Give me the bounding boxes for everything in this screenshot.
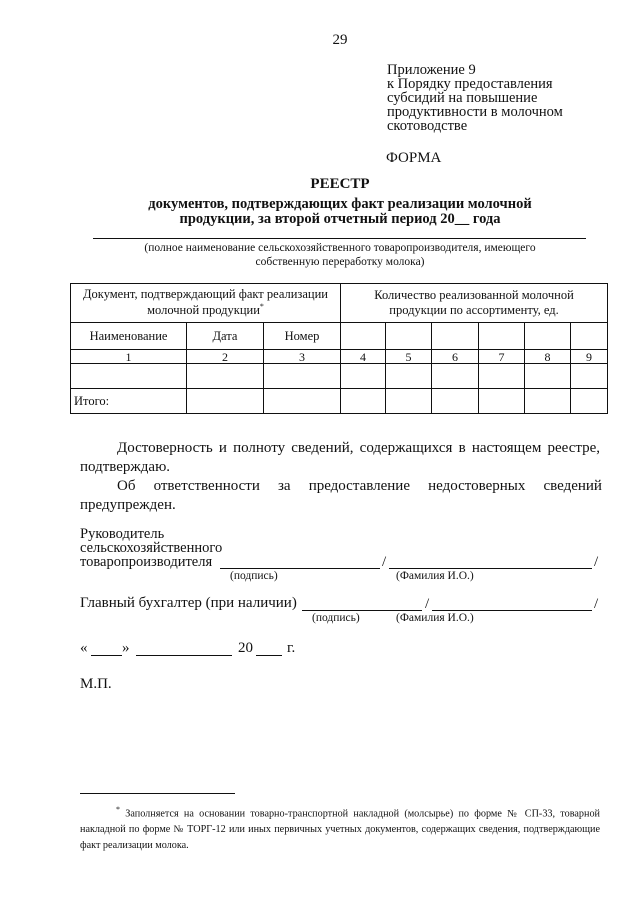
column-number: 9 bbox=[571, 350, 608, 364]
separator-slash: / bbox=[382, 554, 387, 570]
head-label-line: товаропроизводителя bbox=[80, 554, 213, 570]
date-year-line[interactable] bbox=[256, 655, 282, 656]
subtitle-line: документов, подтверждающих факт реализации молочной bbox=[148, 196, 532, 212]
table-cell[interactable] bbox=[432, 389, 479, 414]
table-cell[interactable] bbox=[479, 323, 525, 350]
header-document: Документ, подтверждающий факт реализации молочной продукции* bbox=[71, 284, 341, 323]
document-title: РЕЕСТР bbox=[310, 176, 370, 192]
table-cell[interactable] bbox=[341, 323, 386, 350]
header-quantity: Количество реализованной молочной продукции по ассортименту, ед. bbox=[341, 284, 608, 323]
table-cell[interactable] bbox=[71, 364, 187, 389]
table-cell[interactable] bbox=[571, 364, 608, 389]
total-row bbox=[71, 389, 608, 414]
word: ответственности bbox=[153, 478, 260, 494]
table-cell[interactable] bbox=[341, 389, 386, 414]
table-subheader-row bbox=[71, 323, 608, 350]
page-number: 29 bbox=[332, 32, 348, 48]
head-label-line: Руководитель bbox=[80, 526, 165, 542]
name-caption: (Фамилия И.О.) bbox=[396, 570, 474, 582]
table-cell[interactable] bbox=[187, 364, 264, 389]
caption-line: (полное наименование сельскохозяйственного товаропроизводителя, имеющего bbox=[144, 242, 536, 254]
table-cell[interactable] bbox=[525, 323, 571, 350]
responsibility-statement-end: предупрежден. bbox=[80, 497, 176, 513]
table-cell[interactable] bbox=[264, 364, 341, 389]
name-caption: (Фамилия И.О.) bbox=[396, 612, 474, 624]
appendix-line: продуктивности в молочном bbox=[387, 104, 563, 120]
document-subtitle bbox=[130, 197, 550, 227]
accountant-signature-line[interactable] bbox=[302, 610, 422, 611]
form-label: ФОРМА bbox=[386, 150, 442, 166]
signature-caption: (подпись) bbox=[312, 612, 360, 624]
footnote-text: Заполняется на основании товарно-транспортной накладной (молсырье) по форме № СП-33, товарной накладной по форме № ТОРГ-12 или иных первичных учетных документов, содержащих сведения, подтверждающие факт реализации молока. bbox=[80, 808, 601, 852]
header-name: Наименование bbox=[71, 323, 187, 350]
head-label bbox=[80, 527, 222, 569]
date-month-line[interactable] bbox=[136, 655, 232, 656]
table-cell[interactable] bbox=[525, 389, 571, 414]
column-number: 2 bbox=[187, 350, 264, 364]
table-cell[interactable] bbox=[341, 364, 386, 389]
table-cell[interactable] bbox=[264, 389, 341, 414]
word: Об bbox=[117, 478, 136, 494]
header-number: Номер bbox=[264, 323, 341, 350]
date-open-quote: « bbox=[80, 640, 88, 656]
table-cell[interactable] bbox=[432, 364, 479, 389]
separator-slash: / bbox=[594, 596, 599, 612]
word: за bbox=[277, 478, 291, 494]
table-cell[interactable] bbox=[525, 364, 571, 389]
header-date: Дата bbox=[187, 323, 264, 350]
column-number: 6 bbox=[432, 350, 479, 364]
table-header-row bbox=[71, 284, 608, 323]
column-number: 7 bbox=[479, 350, 525, 364]
appendix-line: к Порядку предоставления bbox=[387, 76, 553, 92]
table-cell[interactable] bbox=[386, 389, 432, 414]
table-cell[interactable] bbox=[571, 389, 608, 414]
table-cell[interactable] bbox=[386, 323, 432, 350]
table-cell[interactable] bbox=[479, 364, 525, 389]
registry-table bbox=[70, 283, 608, 414]
footnote bbox=[80, 802, 600, 854]
responsibility-statement bbox=[80, 478, 602, 495]
table-cell[interactable] bbox=[571, 323, 608, 350]
footnote-marker: * bbox=[259, 302, 264, 312]
date-year-prefix: 20 bbox=[238, 640, 253, 656]
stamp-place: М.П. bbox=[80, 676, 112, 692]
footnote-divider bbox=[80, 793, 235, 794]
table-cell[interactable] bbox=[187, 389, 264, 414]
column-number: 1 bbox=[71, 350, 187, 364]
appendix-heading bbox=[387, 63, 587, 133]
subtitle-line: продукции, за второй отчетный период 20__ года bbox=[179, 211, 501, 227]
column-number: 8 bbox=[525, 350, 571, 364]
date-year-suffix: г. bbox=[287, 640, 296, 656]
chief-accountant-label: Главный бухгалтер (при наличии) bbox=[80, 595, 297, 611]
head-label-line: сельскохозяйственного bbox=[80, 540, 223, 556]
total-label: Итого: bbox=[71, 389, 187, 414]
column-number: 5 bbox=[386, 350, 432, 364]
date-close-quote: » bbox=[122, 640, 130, 656]
column-number-row bbox=[71, 350, 608, 364]
producer-name-caption bbox=[110, 241, 570, 269]
appendix-line: Приложение 9 bbox=[387, 62, 476, 78]
table-row bbox=[71, 364, 608, 389]
table-cell[interactable] bbox=[432, 323, 479, 350]
column-number: 4 bbox=[341, 350, 386, 364]
word: предоставление bbox=[308, 478, 410, 494]
date-day-line[interactable] bbox=[91, 655, 122, 656]
word: сведений bbox=[543, 478, 602, 494]
producer-name-line[interactable] bbox=[93, 238, 586, 239]
confirmation-statement: Достоверность и полноту сведений, содержащихся в настоящем реестре, подтверждаю. bbox=[80, 440, 600, 475]
appendix-line: скотоводстве bbox=[387, 118, 468, 134]
separator-slash: / bbox=[425, 596, 430, 612]
head-name-line[interactable] bbox=[389, 568, 592, 569]
table-cell[interactable] bbox=[479, 389, 525, 414]
head-signature-line[interactable] bbox=[220, 568, 380, 569]
caption-line: собственную переработку молока) bbox=[255, 256, 425, 268]
table-cell[interactable] bbox=[386, 364, 432, 389]
word: недостоверных bbox=[428, 478, 526, 494]
accountant-name-line[interactable] bbox=[432, 610, 592, 611]
appendix-line: субсидий на повышение bbox=[387, 90, 538, 106]
signature-caption: (подпись) bbox=[230, 570, 278, 582]
footnote-marker: * bbox=[116, 805, 120, 814]
column-number: 3 bbox=[264, 350, 341, 364]
separator-slash: / bbox=[594, 554, 599, 570]
